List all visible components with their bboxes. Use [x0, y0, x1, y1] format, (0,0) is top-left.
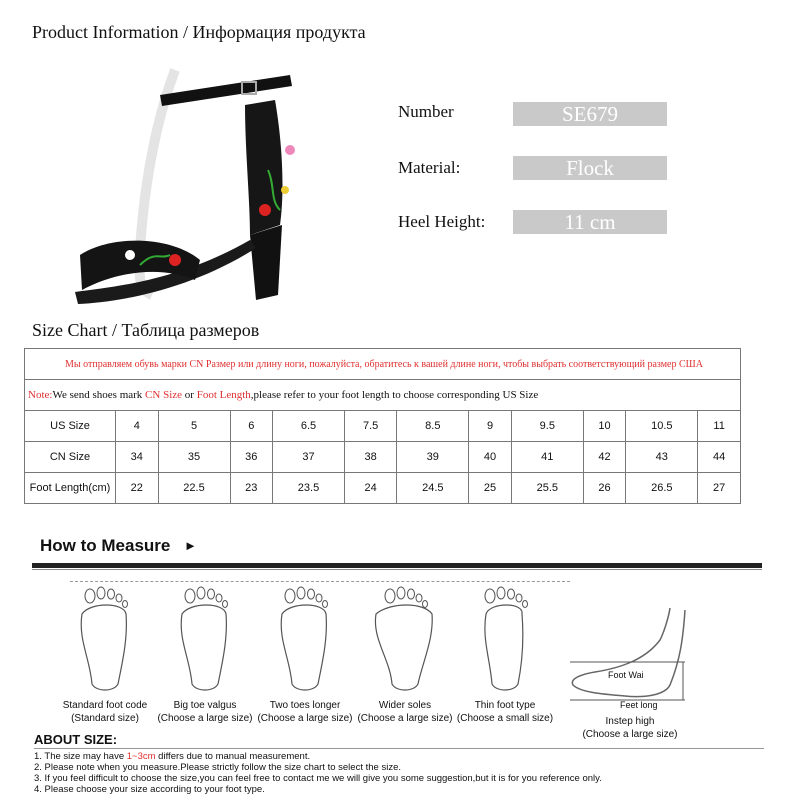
about-size-title: ABOUT SIZE:: [34, 732, 118, 747]
table-cell: 43: [626, 442, 698, 473]
number-value: SE679: [513, 102, 667, 126]
material-value: Flock: [513, 156, 667, 180]
table-row: [25, 442, 741, 473]
size-table: [24, 348, 741, 504]
table-row: [25, 411, 741, 442]
material-label: Material:: [398, 158, 461, 177]
note-ru: Мы отправляем обувь марки CN Размер или длину ноги, пожалуйста, обратитесь к вашей длине ноги, чтобы выбрать соответствующий размер США: [25, 349, 741, 380]
foot-outline-icon: [370, 584, 440, 694]
foot-type-label: Two toes longer (Choose a large size): [257, 700, 353, 724]
table-cell: 10: [583, 411, 626, 442]
table-cell: 4: [116, 411, 159, 442]
foot-outline-icon: [170, 584, 240, 694]
foot-wai-label: Foot Wai: [608, 670, 644, 680]
table-cell: 10.5: [626, 411, 698, 442]
heel-height-value: 11 cm: [513, 210, 667, 234]
note-en: Note:We send shoes mark CN Size or Foot Length,please refer to your foot length to choose corresponding US Size: [25, 380, 741, 411]
number-label: Number: [398, 102, 454, 121]
foot-outline-icon: [470, 584, 540, 694]
foot-outline-icon: [270, 584, 340, 694]
divider: [32, 569, 762, 570]
table-cell: 26: [583, 473, 626, 504]
table-cell: 6.5: [273, 411, 345, 442]
table-cell: 23.5: [273, 473, 345, 504]
table-cell: 24: [345, 473, 397, 504]
about-note-4: 4. Please choose your size according to your foot type.: [34, 784, 265, 795]
foot-type-label: Standard foot code (Standard size): [62, 700, 148, 724]
table-cell: 5: [158, 411, 230, 442]
table-cell: 25.5: [511, 473, 583, 504]
page-title: Product Information / Информация продукта: [32, 22, 366, 42]
heel-height-label: Heel Height:: [398, 212, 486, 231]
table-cell: 9: [469, 411, 512, 442]
table-cell: 8.5: [397, 411, 469, 442]
sandal-image: [60, 50, 360, 320]
table-cell: 40: [469, 442, 512, 473]
table-cell: 42: [583, 442, 626, 473]
table-cell: 37: [273, 442, 345, 473]
foot-type-label: Wider soles (Choose a large size): [357, 700, 453, 724]
foot-type-label: Thin foot type (Choose a small size): [456, 700, 554, 724]
table-cell: 22: [116, 473, 159, 504]
how-to-measure-title: How to Measure: [40, 536, 171, 555]
table-cell: 9.5: [511, 411, 583, 442]
table-cell: 25: [469, 473, 512, 504]
divider: [70, 581, 570, 582]
foot-type-label: Big toe valgus (Choose a large size): [157, 700, 253, 724]
table-cell: 23: [230, 473, 273, 504]
feet-long-label: Feet long: [620, 700, 658, 710]
foot-outline-icon: [70, 584, 140, 694]
table-cell: 34: [116, 442, 159, 473]
divider: [32, 563, 762, 568]
table-cell: 22.5: [158, 473, 230, 504]
table-cell: 6: [230, 411, 273, 442]
side-foot-icon: [565, 600, 695, 710]
divider: [34, 748, 764, 749]
about-note-2: 2. Please note when you measure.Please strictly follow the size chart to select the size.: [34, 762, 401, 773]
table-cell: 44: [698, 442, 741, 473]
arrow-right-icon: ►: [184, 538, 197, 553]
table-cell: 7.5: [345, 411, 397, 442]
table-cell: 36: [230, 442, 273, 473]
row-header: Foot Length(cm): [25, 473, 116, 504]
instep-high-label: Instep high (Choose a large size): [582, 716, 678, 740]
table-cell: 27: [698, 473, 741, 504]
row-header: CN Size: [25, 442, 116, 473]
table-row: [25, 473, 741, 504]
table-cell: 38: [345, 442, 397, 473]
size-chart-title: Size Chart / Таблица размеров: [32, 320, 260, 340]
row-header: US Size: [25, 411, 116, 442]
table-cell: 39: [397, 442, 469, 473]
table-cell: 24.5: [397, 473, 469, 504]
table-cell: 41: [511, 442, 583, 473]
table-cell: 11: [698, 411, 741, 442]
table-cell: 35: [158, 442, 230, 473]
about-note-3: 3. If you feel difficult to choose the size,you can feel free to contact me we will give you some suggestion,but it is for you reference only.: [34, 773, 602, 784]
about-note-1: 1. The size may have 1~3cm differs due to manual measurement.: [34, 751, 311, 762]
table-cell: 26.5: [626, 473, 698, 504]
